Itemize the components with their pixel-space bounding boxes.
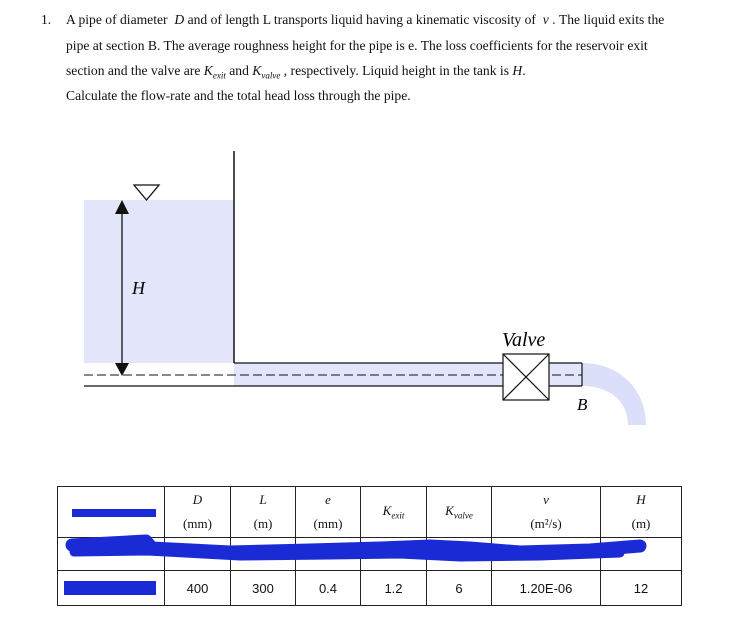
- redacted-cell: [58, 538, 165, 571]
- header-h: H (m): [601, 487, 682, 538]
- problem-line-4: Calculate the flow-rate and the total head loss through the pipe.: [66, 88, 411, 103]
- header-redacted-cell: [58, 487, 165, 538]
- data-table: [57, 486, 682, 606]
- problem-line-2: pipe at section B. The average roughness height for the pipe is e. The loss coefficients for the reservoir exit: [66, 38, 648, 53]
- valve-label: Valve: [502, 329, 546, 351]
- value-l: 300: [231, 571, 296, 606]
- header-l: L (m): [231, 487, 296, 538]
- tank-liquid: [84, 200, 234, 363]
- header-d: D (mm): [165, 487, 231, 538]
- redacted-cell: [296, 538, 361, 571]
- redacted-cell: [427, 538, 492, 571]
- value-e: 0.4: [296, 571, 361, 606]
- problem-number: 1.: [41, 12, 52, 27]
- redacted-cell: [231, 538, 296, 571]
- header-kexit: $K_{exit}$: [361, 487, 427, 538]
- value-kexit: 1.2: [361, 571, 427, 606]
- problem-line-3: section and the valve are $K_{exit}$ and $K_{valve}$ , respectively. Liquid height in the tank is H.: [66, 63, 526, 81]
- value-d: 400: [165, 571, 231, 606]
- header-kvalve: $K_{valve}$: [427, 487, 492, 538]
- height-arrow-down-icon: [115, 363, 129, 376]
- redaction-mark: [64, 581, 156, 595]
- redacted-cell: [492, 538, 601, 571]
- value-kvalve: 6: [427, 571, 492, 606]
- exit-stream: [582, 363, 646, 425]
- height-label: H: [132, 278, 145, 298]
- table-row: [58, 571, 682, 606]
- free-surface-icon: [134, 185, 159, 200]
- exit-label: B: [577, 395, 588, 414]
- redaction-mark: [72, 509, 156, 517]
- redacted-cell: [361, 538, 427, 571]
- header-e: e (mm): [296, 487, 361, 538]
- table-header-row: [58, 487, 682, 538]
- row-label-redacted-cell: [58, 571, 165, 606]
- header-nu: ν (m²/s): [492, 487, 601, 538]
- problem-line-1: A pipe of diameter D and of length L transports liquid having a kinematic viscosity of ν . The liquid exits the: [66, 12, 665, 27]
- table-row: [58, 538, 682, 571]
- value-h: 12: [601, 571, 682, 606]
- redacted-cell: [165, 538, 231, 571]
- redacted-cell: [601, 538, 682, 571]
- value-nu: 1.20E-06: [492, 571, 601, 606]
